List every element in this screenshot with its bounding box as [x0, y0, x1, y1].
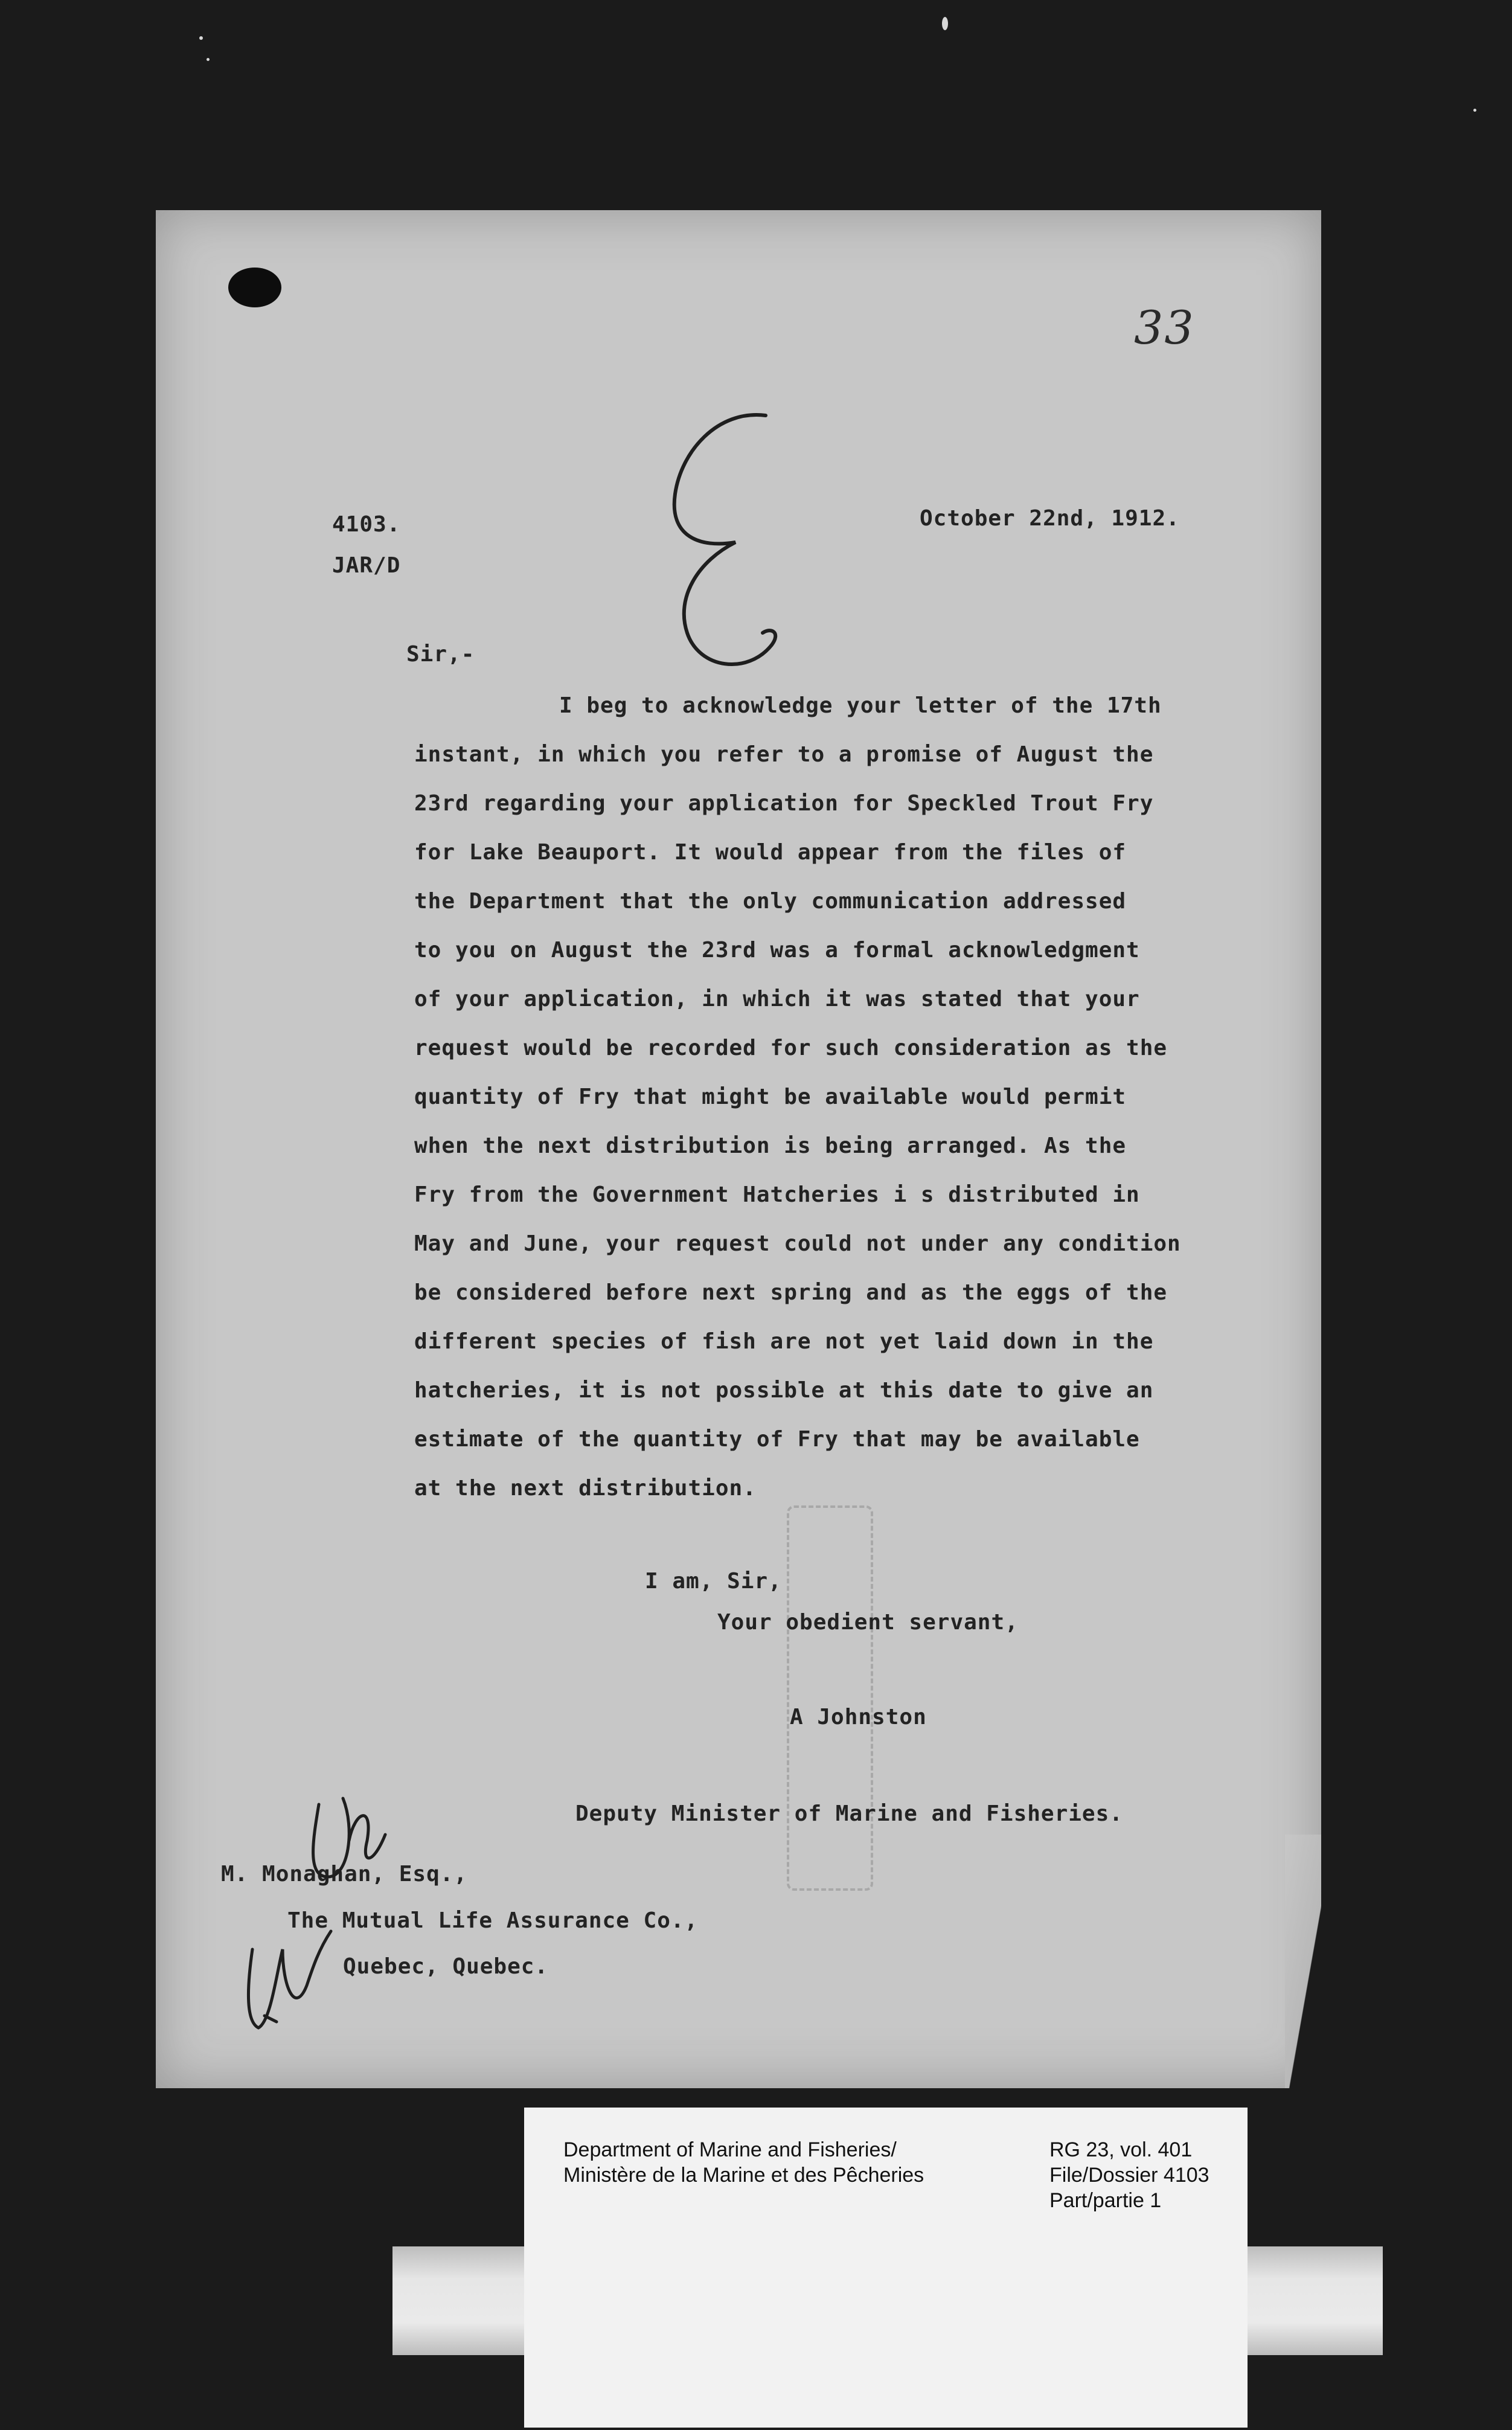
addressee-city: Quebec, Quebec. — [343, 1954, 549, 1979]
signature-name: A Johnston — [790, 1705, 927, 1730]
department-en: Department of Marine and Fisheries/ — [563, 2138, 897, 2161]
body-line: the Department that the only communication addressed — [414, 889, 1127, 914]
folio-number: 33 — [1134, 301, 1195, 354]
body-line: request would be recorded for such consideration as the — [414, 1036, 1168, 1060]
signatory-title: Deputy Minister of Marine and Fisheries. — [575, 1801, 1123, 1826]
faint-stamp — [787, 1505, 873, 1891]
record-group: RG 23, vol. 401 — [1049, 2138, 1193, 2161]
film-speck — [942, 17, 948, 30]
punch-hole — [228, 268, 281, 307]
body-line: May and June, your request could not under any condition — [414, 1231, 1181, 1256]
page-corner-shadow — [1285, 1835, 1321, 2088]
initials-reference: JAR/D — [332, 553, 401, 578]
body-line: estimate of the quantity of Fry that may be available — [414, 1427, 1140, 1452]
file-scrawl — [248, 1931, 331, 2028]
film-speck — [207, 58, 210, 61]
body-line: I beg to acknowledge your letter of the 17th — [559, 693, 1162, 718]
body-line: of your application, in which it was stated that your — [414, 987, 1140, 1011]
closing-line: I am, Sir, — [645, 1569, 782, 1594]
registry-mark-glyph — [674, 415, 775, 664]
body-line: instant, in which you refer to a promise of August the — [414, 742, 1154, 767]
body-line: quantity of Fry that might be available would permit — [414, 1085, 1127, 1109]
salutation: Sir,- — [406, 642, 475, 667]
body-line: different species of fish are not yet laid down in the — [414, 1329, 1154, 1354]
file-number: 4103. — [332, 512, 401, 537]
addressee-company: The Mutual Life Assurance Co., — [287, 1908, 699, 1933]
part-partie: Part/partie 1 — [1049, 2189, 1162, 2212]
addressee-name: M. Monaghan, Esq., — [221, 1862, 468, 1887]
closing-servant: Your obedient servant, — [717, 1610, 1019, 1635]
letter-date: October 22nd, 1912. — [920, 506, 1180, 531]
scrawl-tick — [264, 2016, 277, 2022]
film-speck — [1473, 109, 1476, 112]
film-speck — [199, 36, 203, 40]
body-line: Fry from the Government Hatcheries i s distributed in — [414, 1182, 1140, 1207]
body-line: at the next distribution. — [414, 1476, 757, 1501]
department-fr: Ministère de la Marine et des Pêcheries — [563, 2164, 924, 2187]
body-line: be considered before next spring and as the eggs of the — [414, 1280, 1168, 1305]
archive-label — [524, 2108, 1248, 2428]
letter-body — [414, 681, 1272, 1513]
body-line: 23rd regarding your application for Speckled Trout Fry — [414, 791, 1154, 816]
body-line: when the next distribution is being arranged. As the — [414, 1133, 1127, 1158]
file-dossier: File/Dossier 4103 — [1049, 2164, 1209, 2187]
body-line: hatcheries, it is not possible at this date to give an — [414, 1378, 1154, 1403]
body-line: to you on August the 23rd was a formal acknowledgment — [414, 938, 1140, 963]
body-line: for Lake Beauport. It would appear from the files of — [414, 840, 1127, 865]
letter-page — [156, 210, 1321, 2088]
